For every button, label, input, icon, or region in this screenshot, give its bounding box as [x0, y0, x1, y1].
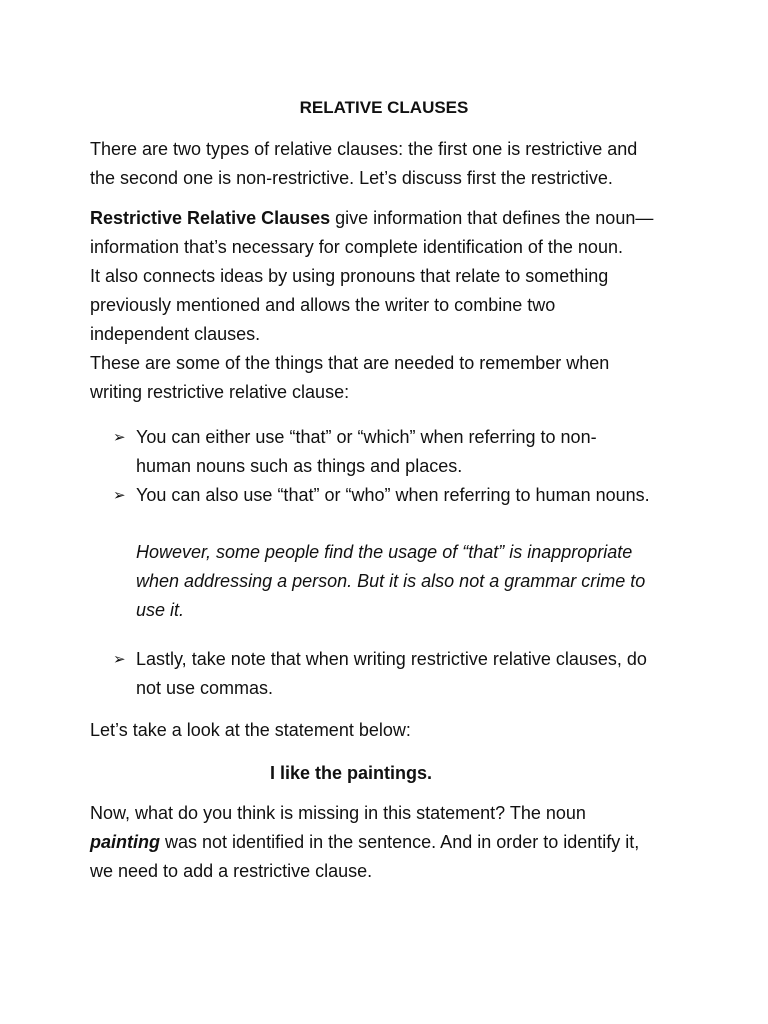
restrictive-paragraph: [90, 204, 690, 407]
note-line: However, some people find the usage of “that” is inappropriate: [136, 542, 633, 562]
closing-line: [90, 828, 690, 857]
bullet-text: [136, 481, 696, 510]
restrictive-line: These are some of the things that are needed to remember when: [90, 353, 610, 373]
example-statement: I like the paintings.: [270, 763, 433, 783]
arrow-bullet-icon: ➢: [113, 651, 126, 668]
closing-line-rest: was not identified in the sentence. And in order to identify it,: [160, 832, 640, 852]
intro-line: the second one is non-restrictive. Let’s discuss first the restrictive.: [90, 168, 613, 188]
arrow-bullet-icon: ➢: [113, 429, 126, 446]
restrictive-line: It also connects ideas by using pronouns that relate to something: [90, 266, 609, 286]
restrictive-line: independent clauses.: [90, 324, 261, 344]
note-paragraph: [136, 538, 696, 625]
emphasized-noun: painting: [90, 832, 160, 852]
bullet-line: You can also use “that” or “who” when referring to human nouns.: [136, 485, 650, 505]
restrictive-line: information that’s necessary for complete identification of the noun.: [90, 237, 623, 257]
bullet-line: You can either use “that” or “which” when referring to non-: [136, 427, 597, 447]
closing-paragraph: [90, 799, 690, 886]
lookup-paragraph: [90, 716, 690, 745]
bullet-line: Lastly, take note that when writing restrictive relative clauses, do: [136, 649, 647, 669]
restrictive-line: [90, 204, 690, 233]
bullet-line: human nouns such as things and places.: [136, 456, 463, 476]
note-line: use it.: [136, 600, 185, 620]
restrictive-line: previously mentioned and allows the writer to combine two: [90, 295, 556, 315]
closing-line: we need to add a restrictive clause.: [90, 861, 373, 881]
intro-paragraph: [90, 135, 690, 193]
bullet-text: [136, 423, 696, 481]
intro-line: There are two types of relative clauses: the first one is restrictive and: [90, 139, 638, 159]
bullet-line: not use commas.: [136, 678, 274, 698]
note-line: when addressing a person. But it is also not a grammar crime to: [136, 571, 646, 591]
document-title: RELATIVE CLAUSES: [299, 98, 469, 117]
closing-line: Now, what do you think is missing in this statement? The noun: [90, 803, 586, 823]
lookup-line: Let’s take a look at the statement below:: [90, 720, 411, 740]
restrictive-line: writing restrictive relative clause:: [90, 382, 350, 402]
bullet-text: [136, 645, 696, 703]
arrow-bullet-icon: ➢: [113, 487, 126, 504]
restrictive-line-rest: give information that defines the noun—: [330, 208, 654, 228]
restrictive-bold-lead: Restrictive Relative Clauses: [90, 208, 331, 228]
